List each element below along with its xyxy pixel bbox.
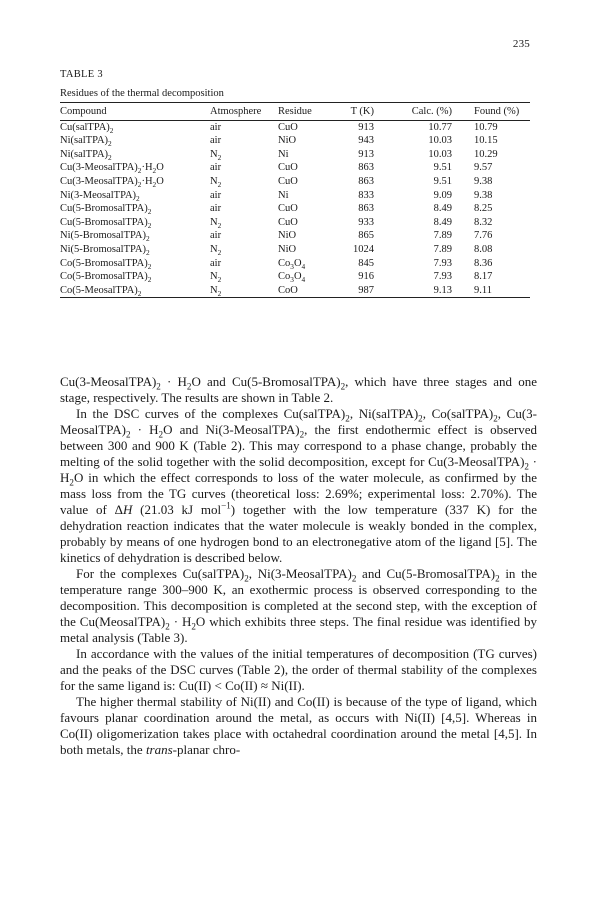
cell-compound: $Ni(5-BromosalTPA)_2$ bbox=[60, 230, 150, 244]
cell-found: 8.25 bbox=[474, 203, 493, 215]
cell-compound: $Co(5-BromosalTPA)_2$ bbox=[60, 257, 152, 271]
table-row bbox=[60, 243, 530, 257]
cell-atmosphere: air bbox=[210, 189, 222, 201]
cell-atmosphere: air bbox=[210, 257, 222, 269]
cell-compound: $Ni(salTPA)_2$ bbox=[60, 148, 112, 162]
table-row bbox=[60, 257, 530, 271]
cell-found: 10.79 bbox=[474, 121, 498, 133]
cell-calc: 7.89 bbox=[433, 230, 452, 242]
cell-found: 10.15 bbox=[474, 135, 498, 147]
cell-calc: 10.77 bbox=[428, 121, 452, 133]
cell-calc: 8.49 bbox=[433, 216, 452, 228]
table-row bbox=[60, 161, 530, 175]
page-number: 235 bbox=[512, 38, 530, 50]
header-found: Found (%) bbox=[474, 106, 520, 117]
cell-atmosphere: $N_2$ bbox=[210, 243, 222, 258]
cell-found: 8.36 bbox=[474, 257, 493, 269]
table-header-row bbox=[60, 103, 530, 121]
cell-atmosphere: $N_2$ bbox=[210, 175, 222, 190]
cell-compound: $Cu(salTPA)_2$ bbox=[60, 121, 114, 135]
cell-atmosphere: air bbox=[210, 203, 222, 215]
body-paragraph: $Cu(3-MeosalTPA)_2 \cdot H_2O$ and $Cu(5-BromosalTPA)_2$, which have three stages and one stage, respectively. The results are shown in Table 2. bbox=[60, 374, 538, 405]
header-compound: Compound bbox=[60, 106, 107, 117]
cell-found: 8.17 bbox=[474, 271, 493, 283]
table-label: TABLE 3 bbox=[60, 69, 103, 80]
body-paragraph: The higher thermal stability of Ni(II) and Co(II) is because of the type of ligand, which favours planar coordination around the metal, as occurs with Ni(II) [4,5]. Whereas in Co(II) oligomerization takes place with octahedral coordination around the metal [4,5]. In both metals, the trans-planar chro- bbox=[60, 694, 537, 757]
cell-temperature: 1024 bbox=[353, 243, 374, 255]
table-row bbox=[60, 270, 530, 284]
cell-found: 8.08 bbox=[474, 243, 493, 255]
table-header bbox=[60, 103, 530, 121]
cell-compound: $Co(5-MeosalTPA)_2$ bbox=[60, 284, 142, 298]
cell-found: 7.76 bbox=[474, 230, 493, 242]
cell-residue: CuO bbox=[278, 216, 298, 228]
cell-temperature: 833 bbox=[358, 189, 374, 201]
cell-atmosphere: $N_2$ bbox=[210, 284, 222, 298]
cell-residue: NiO bbox=[278, 135, 297, 147]
cell-residue: Ni bbox=[278, 148, 289, 160]
cell-residue: $Co_3O_4$ bbox=[278, 257, 306, 271]
cell-temperature: 916 bbox=[358, 271, 374, 283]
cell-residue: $Co_3O_4$ bbox=[278, 271, 306, 285]
table-row bbox=[60, 229, 530, 243]
cell-calc: 8.49 bbox=[433, 203, 452, 215]
cell-residue: CuO bbox=[278, 121, 298, 133]
table-caption: Residues of the thermal decomposition bbox=[60, 88, 224, 99]
cell-calc: 9.51 bbox=[433, 175, 452, 187]
cell-atmosphere: air bbox=[210, 135, 222, 147]
table-block bbox=[60, 68, 530, 298]
cell-calc: 9.09 bbox=[433, 189, 452, 201]
body-paragraph: In the DSC curves of the complexes $Cu(salTPA)_2$, $Ni(salTPA)_2$, $Co(salTPA)_2$, $Cu(3-MeosalTPA)_2 \cdot H_2O$ and $Ni(3-MeosalTPA)_2$, the first endothermic effect is observed between 300 and 900 K (Table 2). This may correspond to a phase change, probably the melting of the solid together with the solid decomposition, except for $Cu(3-MeosalTPA)_2 \cdot H_2O$ in which the effect corresponds to loss of the water molecule, as confirmed by the mass loss from the TG curves (theoretical loss: 2.69%; experimental loss: 2.70%). The value of ΔH (21.03 kJ mol$^{-1}$) together with the low temperature (337 K) for the dehydration reaction indicates that the water molecule is weakly bonded in the complex, probably by means of one hydrogen bond to an electronegative atom of the ligand [5]. The kinetics of dehydration is described below. bbox=[60, 406, 537, 565]
cell-found: 9.11 bbox=[474, 284, 492, 296]
cell-residue: CoO bbox=[278, 284, 298, 296]
cell-compound: $Co(5-BromosalTPA)_2$ bbox=[60, 271, 152, 285]
cell-atmosphere: air bbox=[210, 121, 222, 133]
cell-found: 9.57 bbox=[474, 162, 493, 174]
table-row bbox=[60, 202, 530, 216]
cell-calc: 7.93 bbox=[433, 271, 452, 283]
cell-compound: $Cu(3-MeosalTPA)_2\cdot H_2O$ bbox=[60, 175, 164, 190]
cell-temperature: 913 bbox=[358, 148, 374, 160]
cell-found: 10.29 bbox=[474, 148, 498, 160]
residues-table bbox=[60, 102, 530, 298]
cell-calc: 7.89 bbox=[433, 243, 452, 255]
cell-atmosphere: $N_2$ bbox=[210, 148, 222, 162]
cell-compound: $Cu(5-BromosalTPA)_2$ bbox=[60, 203, 152, 217]
table-row bbox=[60, 216, 530, 230]
table-row bbox=[60, 175, 530, 189]
cell-compound: $Cu(3-MeosalTPA)_2\cdot H_2O$ bbox=[60, 162, 164, 176]
cell-residue: CuO bbox=[278, 162, 298, 174]
cell-compound: $Ni(salTPA)_2$ bbox=[60, 135, 112, 149]
cell-residue: CuO bbox=[278, 203, 298, 215]
table-row bbox=[60, 120, 530, 134]
header-temperature: T (K) bbox=[350, 106, 374, 117]
cell-atmosphere: air bbox=[210, 162, 222, 174]
cell-temperature: 943 bbox=[358, 135, 374, 147]
cell-residue: Ni bbox=[278, 189, 289, 201]
table-row bbox=[60, 284, 530, 298]
cell-compound: $Cu(5-BromosalTPA)_2$ bbox=[60, 216, 152, 230]
cell-temperature: 913 bbox=[358, 121, 374, 133]
body-text bbox=[60, 374, 537, 758]
table-row bbox=[60, 148, 530, 162]
cell-compound: $Ni(3-MeosalTPA)_2$ bbox=[60, 189, 140, 203]
cell-residue: NiO bbox=[278, 243, 297, 255]
cell-calc: 7.93 bbox=[433, 257, 452, 269]
cell-calc: 10.03 bbox=[428, 148, 452, 160]
cell-atmosphere: $N_2$ bbox=[210, 216, 222, 230]
cell-residue: NiO bbox=[278, 230, 297, 242]
body-paragraph: For the complexes $Cu(salTPA)_2$, $Ni(3-MeosalTPA)_2$ and $Cu(5-BromosalTPA)_2$ in the temperature range 300–900 K, an exothermic process is observed corresponding to the decomposition. This decomposition is completed at the second step, with the exception of the $Cu(MeosalTPA)_2 \cdot H_2O$ which exhibits three steps. The final residue was identified by metal analysis (Table 3). bbox=[60, 566, 537, 645]
cell-calc: 10.03 bbox=[428, 135, 452, 147]
cell-calc: 9.51 bbox=[433, 162, 452, 174]
cell-temperature: 987 bbox=[358, 284, 374, 296]
cell-atmosphere: air bbox=[210, 230, 222, 242]
cell-temperature: 845 bbox=[358, 257, 374, 269]
cell-calc: 9.13 bbox=[433, 284, 452, 296]
cell-temperature: 865 bbox=[358, 230, 374, 242]
cell-temperature: 933 bbox=[358, 216, 374, 228]
table-body bbox=[60, 120, 530, 298]
cell-found: 9.38 bbox=[474, 175, 493, 187]
cell-temperature: 863 bbox=[358, 175, 374, 187]
cell-residue: CuO bbox=[278, 175, 298, 187]
header-residue: Residue bbox=[278, 106, 312, 117]
cell-temperature: 863 bbox=[358, 162, 374, 174]
header-atmosphere: Atmosphere bbox=[210, 106, 262, 117]
cell-found: 8.32 bbox=[474, 216, 493, 228]
cell-temperature: 863 bbox=[358, 203, 374, 215]
table-row bbox=[60, 189, 530, 203]
header-calc: Calc. (%) bbox=[411, 106, 452, 117]
cell-compound: $Ni(5-BromosalTPA)_2$ bbox=[60, 243, 150, 258]
body-paragraph: In accordance with the values of the initial temperatures of decomposition (TG curves) and the peaks of the DSC curves (Table 2), the order of thermal stability of the complexes for the same ligand is: Cu(II) < Co(II) ≈ Ni(II). bbox=[60, 646, 537, 693]
cell-found: 9.38 bbox=[474, 189, 493, 201]
cell-atmosphere: $N_2$ bbox=[210, 271, 222, 285]
table-row bbox=[60, 134, 530, 148]
